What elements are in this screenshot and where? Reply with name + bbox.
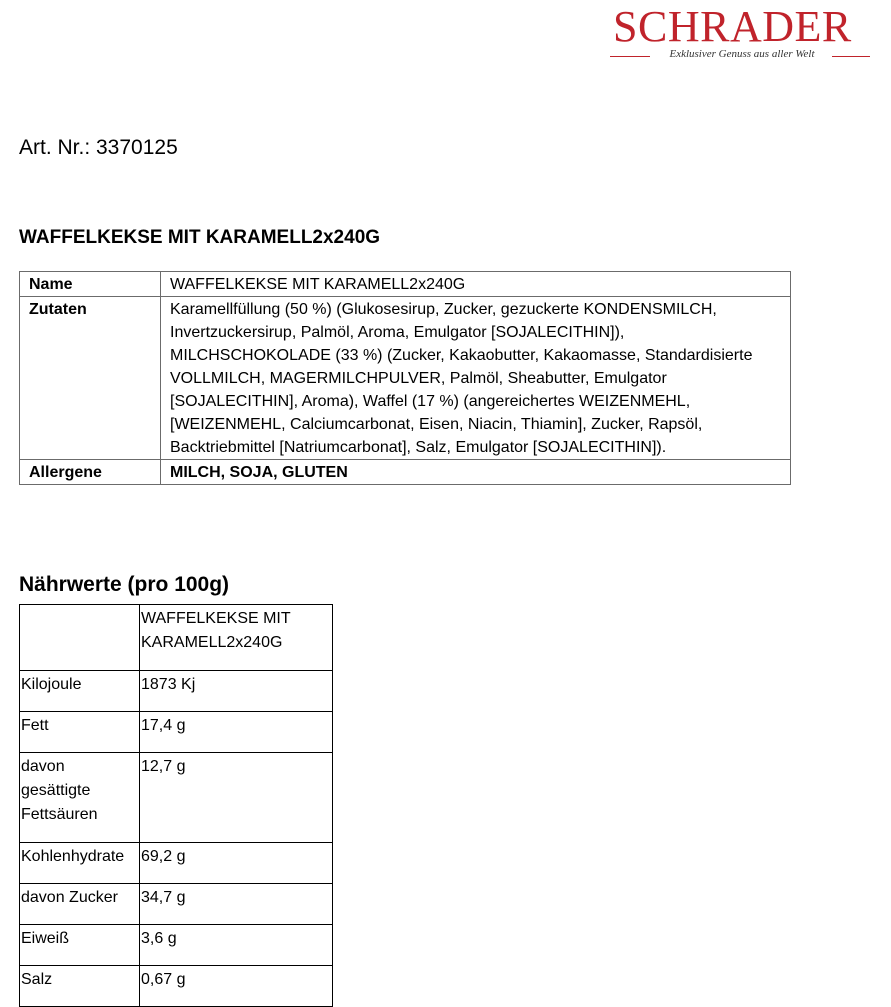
nutrition-header-row: [20, 605, 333, 671]
nutrition-table: [19, 604, 333, 1007]
nutrition-label: Kohlenhydrate: [20, 843, 140, 884]
logo-tagline: Exklusiver Genuss aus aller Welt: [669, 48, 815, 60]
logo-divider-right: [832, 56, 870, 57]
nutrition-value: 12,7 g: [140, 753, 333, 843]
allergens-label: Allergene: [20, 460, 161, 485]
allergens-value: MILCH, SOJA, GLUTEN: [161, 460, 791, 485]
nutrition-label: Fett: [20, 712, 140, 753]
nutrition-row: [20, 712, 333, 753]
nutrition-row: [20, 843, 333, 884]
nutrition-row: [20, 671, 333, 712]
nutrition-value: 17,4 g: [140, 712, 333, 753]
nutrition-label: Kilojoule: [20, 671, 140, 712]
article-number: Art. Nr.: 3370125: [19, 136, 178, 159]
name-value: WAFFELKEKSE MIT KARAMELL2x240G: [161, 272, 791, 297]
logo-brand: SCHRADER: [613, 2, 852, 51]
nutrition-row: [20, 884, 333, 925]
name-label: Name: [20, 272, 161, 297]
nutrition-value: 69,2 g: [140, 843, 333, 884]
nutrition-value: 3,6 g: [140, 925, 333, 966]
nutrition-label: davon gesättigte Fettsäuren: [20, 753, 140, 843]
logo-divider-left: [610, 56, 650, 57]
nutrition-row: [20, 925, 333, 966]
ingredients-value: Karamellfüllung (50 %) (Glukosesirup, Zucker, gezuckerte KONDENSMILCH, Invertzuckersirup, Palmöl, Aroma, Emulgator [SOJALECITHIN]), MILCHSCHOKOLADE (33 %) (Zucker, Kakaobutter, Kakaomasse, Standardisierte VOLLMILCH, MAGERMILCHPULVER, Palmöl, Sheabutter, Emulgator [SOJALECITHIN], Aroma), Waffel (17 %) (angereichertes WEIZENMEHL, [WEIZENMEHL, Calciumcarbonat, Eisen, Niacin, Thiamin], Zucker, Rapsöl, Backtriebmittel [Natriumcarbonat], Salz, Emulgator [SOJALECITHIN]).: [161, 297, 791, 460]
nutrition-value: 1873 Kj: [140, 671, 333, 712]
nutrition-value: 0,67 g: [140, 966, 333, 1007]
nutrition-value: 34,7 g: [140, 884, 333, 925]
nutrition-header-product: WAFFELKEKSE MIT KARAMELL2x240G: [140, 605, 333, 671]
product-title: WAFFELKEKSE MIT KARAMELL2x240G: [19, 227, 381, 248]
ingredients-label: Zutaten: [20, 297, 161, 460]
nutrition-row: [20, 753, 333, 843]
info-row-ingredients: [20, 297, 791, 460]
nutrition-row: [20, 966, 333, 1007]
nutrition-title: Nährwerte (pro 100g): [19, 573, 230, 596]
schrader-logo: [610, 2, 870, 62]
product-info-table: [19, 271, 791, 485]
info-row-allergens: [20, 460, 791, 485]
nutrition-header-empty: [20, 605, 140, 671]
nutrition-label: Salz: [20, 966, 140, 1007]
nutrition-label: Eiweiß: [20, 925, 140, 966]
info-row-name: [20, 272, 791, 297]
nutrition-label: davon Zucker: [20, 884, 140, 925]
